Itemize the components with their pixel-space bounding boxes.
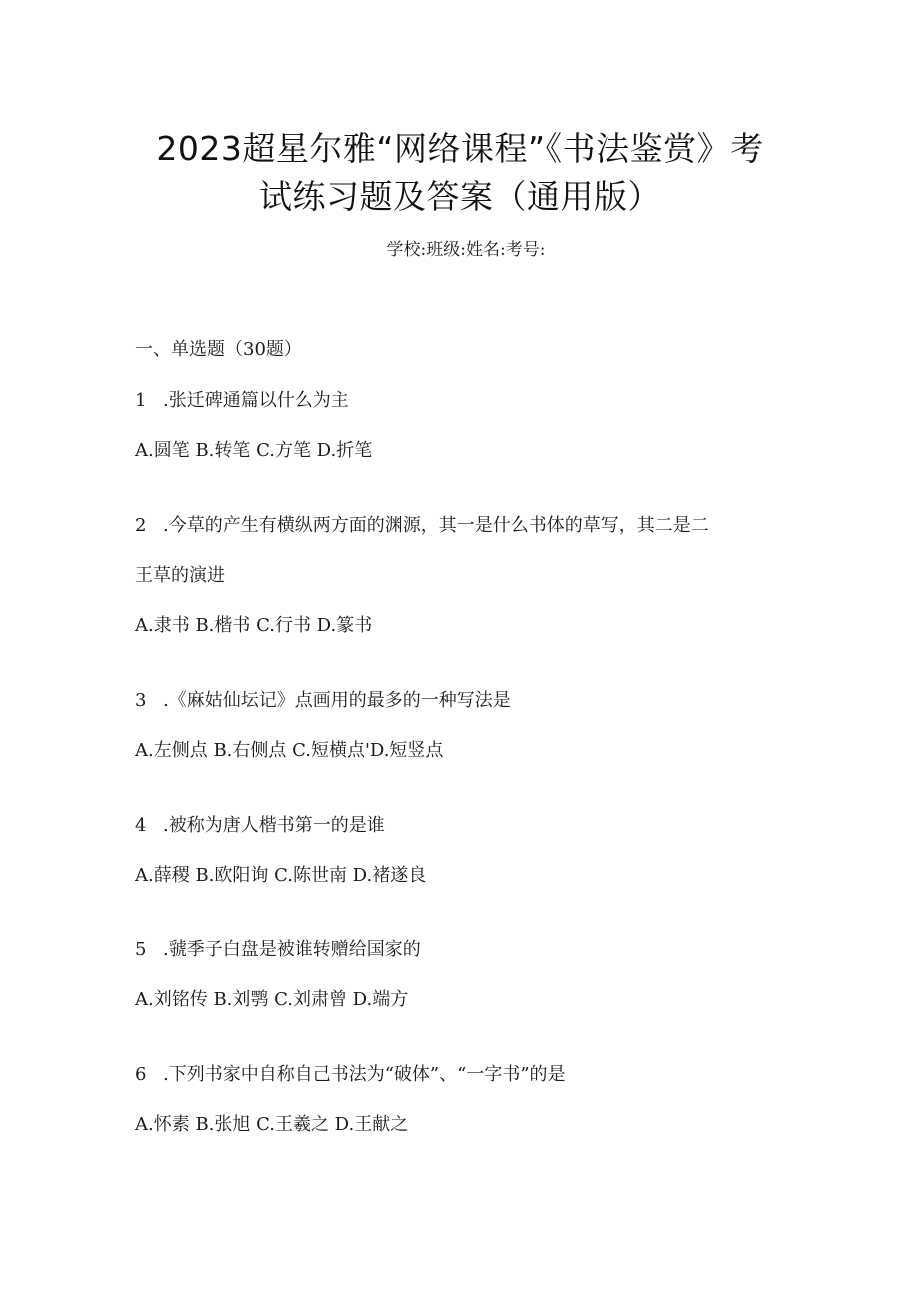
question-number: 4 xyxy=(135,815,147,836)
student-info-line: 学校:班级:姓名:考号: xyxy=(386,240,546,260)
question-text: .张迁碑通篇以什么为主 xyxy=(163,390,349,411)
question-2-options: A.隶书 B.楷书 C.行书 D.篆书 xyxy=(135,615,373,636)
question-2 xyxy=(135,511,709,541)
question-1 xyxy=(135,386,349,416)
question-text: .被称为唐人楷书第一的是谁 xyxy=(163,815,385,836)
document-title-line-1: 2023超星尔雅“网络课程”《书法鉴赏》考 xyxy=(156,129,764,168)
question-3 xyxy=(135,686,511,716)
question-text: .今草的产生有横纵两方面的渊源，其一是什么书体的草写，其二是二 xyxy=(163,515,709,536)
question-4-options: A.薛稷 B.欧阳询 C.陈世南 D.褚遂良 xyxy=(135,865,427,886)
question-text: .下列书家中自称自己书法为“破体”、“一字书”的是 xyxy=(163,1064,566,1085)
question-text: .《麻姑仙坛记》点画用的最多的一种写法是 xyxy=(163,690,511,711)
question-5 xyxy=(135,935,421,965)
document-title-line-2: 试练习题及答案（通用版） xyxy=(259,177,661,216)
question-text: .虢季子白盘是被谁转赠给国家的 xyxy=(163,939,421,960)
question-6 xyxy=(135,1060,566,1090)
question-1-options: A.圆笔 B.转笔 C.方笔 D.折笔 xyxy=(135,440,373,461)
section-heading: 一、单选题（30题） xyxy=(135,339,302,360)
question-6-options: A.怀素 B.张旭 C.王羲之 D.王献之 xyxy=(135,1114,409,1135)
question-2-continuation: 王草的演进 xyxy=(135,565,225,586)
question-number: 1 xyxy=(135,390,147,411)
question-5-options: A.刘铭传 B.刘鹗 C.刘肃曾 D.端方 xyxy=(135,989,409,1010)
question-3-options: A.左侧点 B.右侧点 C.短横点'D.短竖点 xyxy=(135,740,444,761)
question-number: 3 xyxy=(135,690,147,711)
question-4 xyxy=(135,811,385,841)
question-number: 6 xyxy=(135,1064,147,1085)
question-number: 2 xyxy=(135,515,147,536)
question-number: 5 xyxy=(135,939,147,960)
